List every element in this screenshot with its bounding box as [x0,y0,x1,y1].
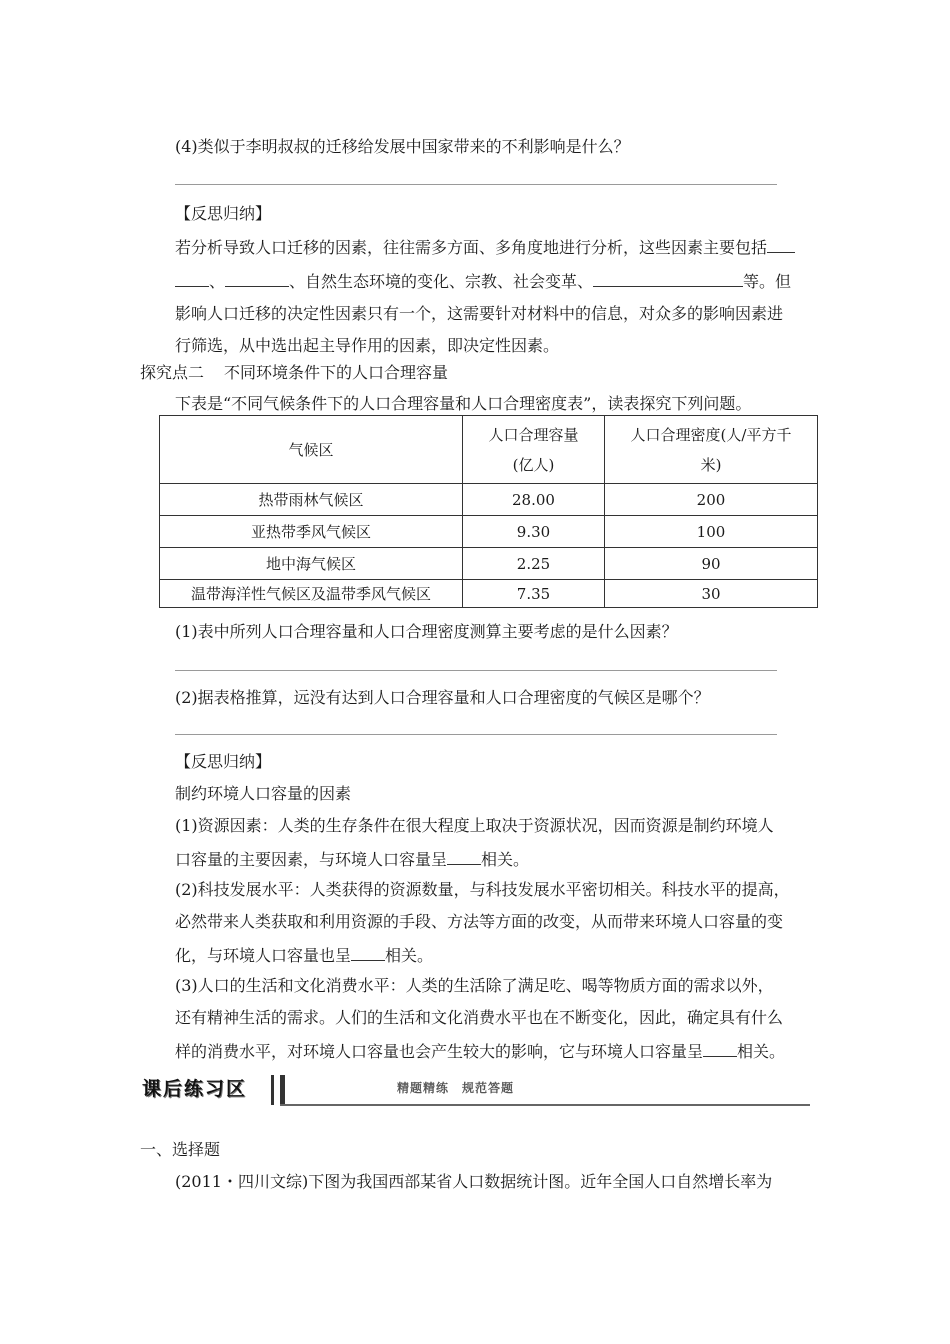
answer-line-q4 [175,184,777,185]
reflection-text-line: 影响人口迁移的决定性因素只有一个，这需要针对材料中的信息，对众多的影响因素进 [175,304,784,323]
reflection-text-line: 行筛选，从中选出起主导作用的因素，即决定性因素。 [175,336,560,355]
reflection-subtitle: 制约环境人口容量的因素 [175,784,352,803]
question-2: (2)据表格推算，远没有达到人口合理容量和人口合理密度的气候区是哪个？ [175,688,710,707]
cell-density: 100 [605,516,818,548]
section-divider [280,1075,285,1105]
section-underline [280,1104,810,1106]
table-row [160,580,818,608]
section-divider [271,1075,274,1105]
header-density: 人口合理密度(人/平方千 米) [605,416,818,484]
reflection-heading: 【反思归纳】 [175,752,272,771]
fill-blank[interactable] [447,848,481,865]
cell-climate: 地中海气候区 [160,548,463,580]
answer-line-q2 [175,734,777,735]
section-title: 课后练习区 [142,1078,248,1100]
fill-blank[interactable] [703,1040,737,1057]
reflection-text-line: (1)资源因素：人类的生存条件在很大程度上取决于资源状况，因而资源是制约环境人 [175,816,774,835]
fill-blank[interactable] [593,270,743,287]
reflection-text-line: (2)科技发展水平：人类获得的资源数量，与科技发展水平密切相关。科技水平的提高， [175,880,790,899]
reflection-heading: 【反思归纳】 [175,204,272,223]
header-capacity: 人口合理容量 (亿人) [463,416,605,484]
cell-capacity: 28.00 [463,484,605,516]
reflection-text-line: 、 、自然生态环境的变化、宗教、社会变革、 等。但 [175,270,791,292]
explore-point-title: 探究点二 不同环境条件下的人口合理容量 [140,363,449,382]
table-row [160,548,818,580]
section-banner [140,1071,810,1111]
cell-climate: 温带海洋性气候区及温带季风气候区 [160,580,463,608]
reflection-text-line: 口容量的主要因素，与环境人口容量呈 相关。 [175,850,530,869]
reflection-text-line: 若分析导致人口迁移的因素，往往需多方面、多角度地进行分析，这些因素主要包括 [175,236,795,258]
table-row [160,516,818,548]
cell-capacity: 7.35 [463,580,605,608]
cell-density: 90 [605,548,818,580]
question-4: (4)类似于李明叔叔的迁移给发展中国家带来的不利影响是什么？ [175,137,630,156]
section-subtitle: 精题精练 规范答题 [397,1081,515,1095]
cell-climate: 亚热带季风气候区 [160,516,463,548]
fill-blank[interactable] [225,270,289,287]
reflection-text-line: 化，与环境人口容量也呈 相关。 [175,946,434,965]
fill-blank[interactable] [351,944,385,961]
header-climate: 气候区 [160,416,463,484]
answer-line-q1 [175,670,777,671]
table-row [160,484,818,516]
exercise-heading: 一、选择题 [140,1140,221,1159]
reflection-text-line: 样的消费水平，对环境人口容量也会产生较大的影响，它与环境人口容量呈 相关。 [175,1042,786,1061]
exercise-line: (2011・四川文综)下图为我国西部某省人口数据统计图。近年全国人口自然增长率为 [175,1172,773,1191]
cell-climate: 热带雨林气候区 [160,484,463,516]
reflection-text-line: 必然带来人类获取和利用资源的手段、方法等方面的改变，从而带来环境人口容量的变 [175,912,784,931]
explore-intro: 下表是“不同气候条件下的人口合理容量和人口合理密度表”，读表探究下列问题。 [175,394,752,413]
cell-density: 30 [605,580,818,608]
reflection-text-line: (3)人口的生活和文化消费水平：人类的生活除了满足吃、喝等物质方面的需求以外， [175,976,774,995]
fill-blank[interactable] [767,236,795,253]
cell-capacity: 9.30 [463,516,605,548]
capacity-table [159,415,818,608]
fill-blank[interactable] [175,270,209,287]
reflection-text-line: 还有精神生活的需求。人们的生活和文化消费水平也在不断变化，因此，确定具有什么 [175,1008,784,1027]
cell-capacity: 2.25 [463,548,605,580]
question-1: (1)表中所列人口合理容量和人口合理密度测算主要考虑的是什么因素？ [175,622,678,641]
cell-density: 200 [605,484,818,516]
